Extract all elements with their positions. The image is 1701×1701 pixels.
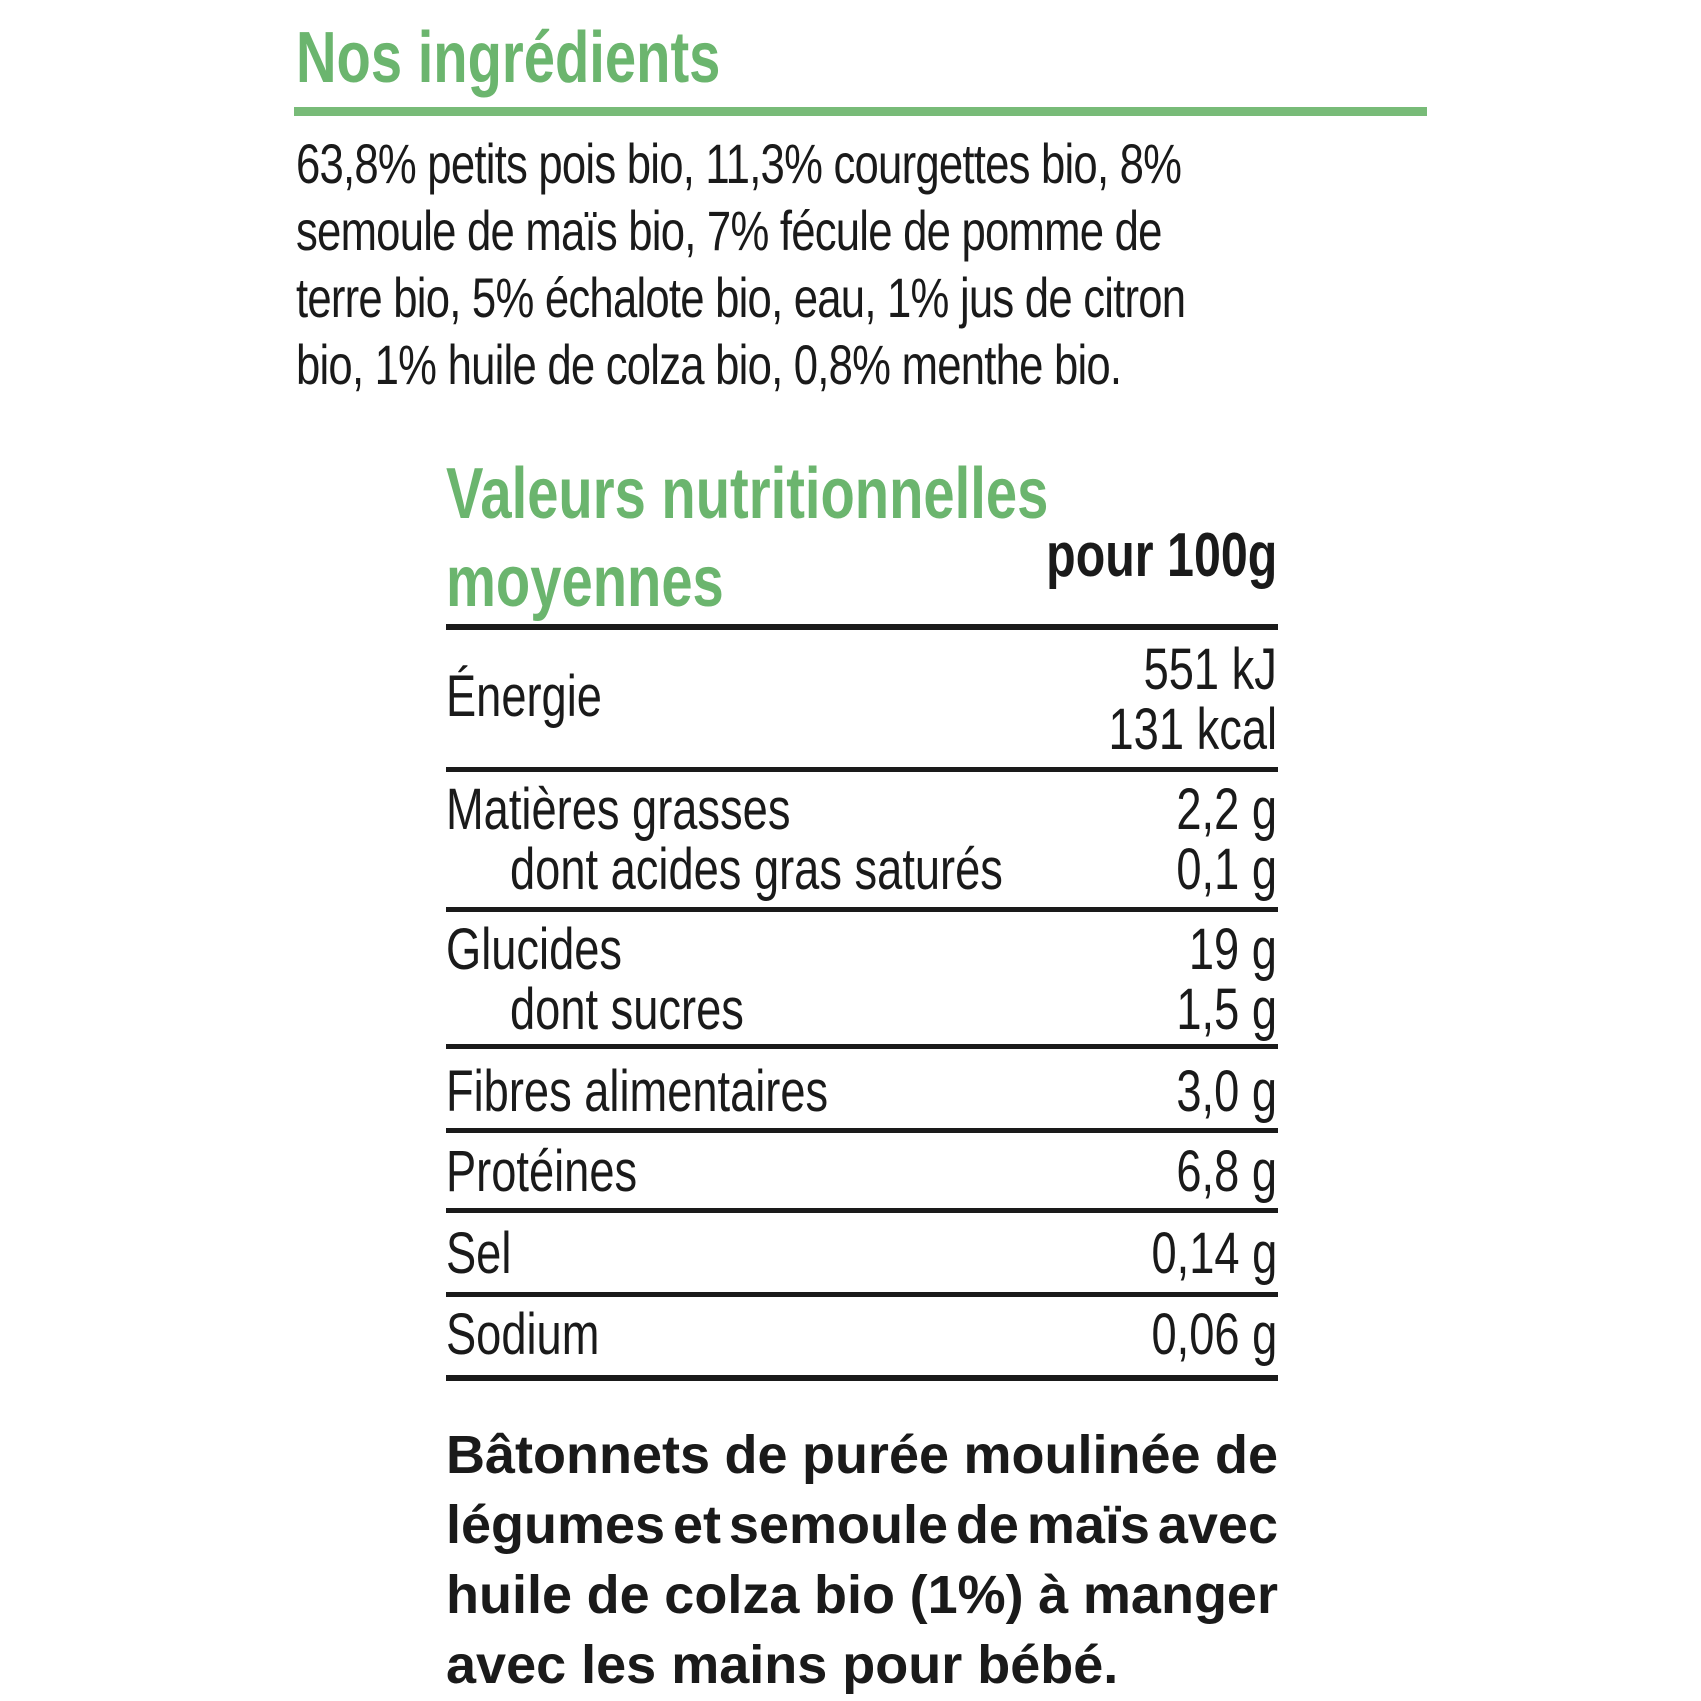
protein-value: 6,8 g xyxy=(1176,1139,1277,1204)
description-line: huile de colza bio (1%) à manger xyxy=(446,1565,1278,1625)
product-description xyxy=(446,1420,1278,1700)
table-rule xyxy=(446,767,1278,772)
fibre-label: Fibres alimentaires xyxy=(446,1059,829,1124)
table-rule xyxy=(446,907,1278,912)
saturated-fat-value: 0,1 g xyxy=(1176,837,1277,902)
sodium-label: Sodium xyxy=(446,1302,600,1367)
description-line: Bâtonnets de purée moulinée de xyxy=(446,1425,1278,1485)
ingredients-line: terre bio, 5% échalote bio, eau, 1% jus de citron xyxy=(296,266,1186,329)
per-100g-header: pour 100g xyxy=(1045,521,1277,590)
energy-label: Énergie xyxy=(446,664,602,729)
table-rule xyxy=(446,1375,1278,1381)
table-rule xyxy=(446,1044,1278,1049)
table-rule xyxy=(446,1208,1278,1213)
table-rule xyxy=(446,1128,1278,1133)
sugars-value: 1,5 g xyxy=(1176,977,1277,1042)
carbs-label: Glucides xyxy=(446,917,623,982)
fat-value: 2,2 g xyxy=(1176,777,1277,842)
ingredients-line: bio, 1% huile de colza bio, 0,8% menthe bio. xyxy=(296,333,1122,396)
saturated-fat-label: dont acides gras saturés xyxy=(510,837,1003,902)
ingredients-title: Nos ingrédients xyxy=(296,18,721,98)
salt-label: Sel xyxy=(446,1221,512,1286)
nutrition-title: Valeurs nutritionnelles moyennes xyxy=(446,454,1049,622)
ingredients-line: semoule de maïs bio, 7% fécule de pomme de xyxy=(296,199,1162,262)
protein-label: Protéines xyxy=(446,1139,638,1204)
ingredients-divider xyxy=(294,107,1427,116)
ingredients-line: 63,8% petits pois bio, 11,3% courgettes bio, 8% xyxy=(296,132,1182,195)
fat-label: Matières grasses xyxy=(446,777,791,842)
table-rule xyxy=(446,624,1278,630)
salt-value: 0,14 g xyxy=(1151,1221,1277,1286)
description-line: légumes et semoule de maïs avec xyxy=(446,1495,1278,1555)
table-rule xyxy=(446,1292,1278,1297)
carbs-value: 19 g xyxy=(1188,917,1277,982)
fibre-value: 3,0 g xyxy=(1176,1059,1277,1124)
ingredients-text xyxy=(296,130,1427,398)
energy-kj-value: 551 kJ xyxy=(1143,637,1277,702)
sodium-value: 0,06 g xyxy=(1151,1302,1277,1367)
description-line: avec les mains pour bébé. xyxy=(446,1635,1119,1695)
energy-kcal-value: 131 kcal xyxy=(1108,697,1277,762)
sugars-label: dont sucres xyxy=(510,977,744,1042)
